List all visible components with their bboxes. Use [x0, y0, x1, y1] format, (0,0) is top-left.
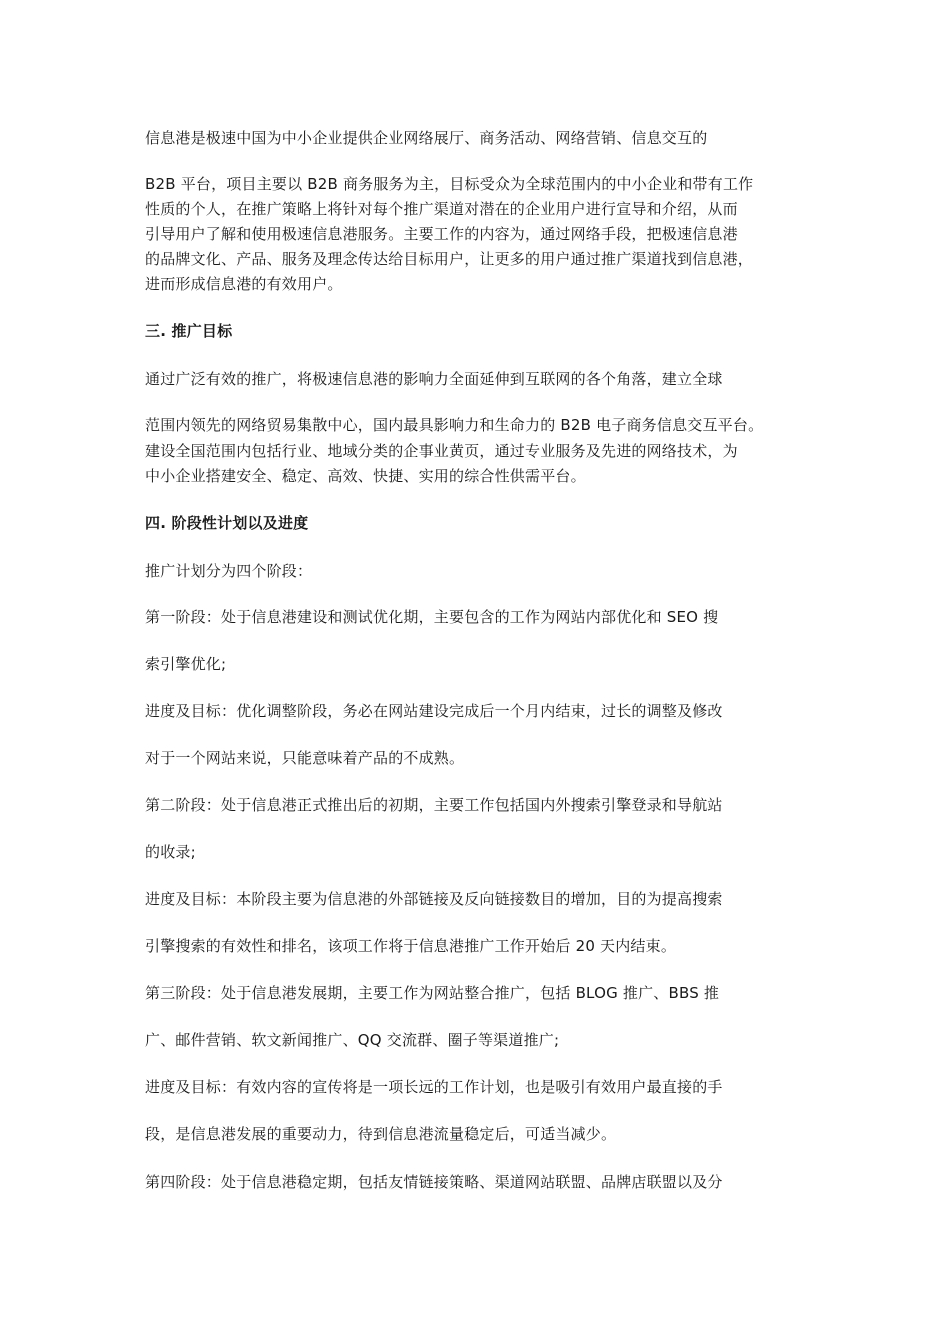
goals-paragraph-line-4: 中小企业搭建安全、稳定、高效、快捷、实用的综合性供需平台。: [145, 467, 586, 485]
phase-1-line-1: 第一阶段：处于信息港建设和测试优化期，主要包含的工作为网站内部优化和 SEO 搜: [145, 608, 719, 626]
phase-2-line-1: 第二阶段：处于信息港正式推出后的初期，主要工作包括国内外搜索引擎登录和导航站: [145, 796, 723, 814]
intro-paragraph-line-3: 性质的个人，在推广策略上将针对每个推广渠道对潜在的企业用户进行宣导和介绍，从而: [145, 200, 738, 218]
phase-2-line-2: 的收录;: [145, 843, 196, 861]
intro-paragraph-line-6: 进而形成信息港的有效用户。: [145, 275, 343, 293]
phase-2-progress-line-1: 进度及目标：本阶段主要为信息港的外部链接及反向链接数目的增加，目的为提高搜索: [145, 890, 723, 908]
phase-4-line-1: 第四阶段：处于信息港稳定期，包括友情链接策略、渠道网站联盟、品牌店联盟以及分: [145, 1173, 723, 1191]
goals-paragraph-line-3: 建设全国范围内包括行业、地域分类的企事业黄页，通过专业服务及先进的网络技术，为: [145, 442, 738, 460]
intro-paragraph-line-2: B2B 平台，项目主要以 B2B 商务服务为主，目标受众为全球范围内的中小企业和带有工作: [145, 175, 754, 193]
phase-3-progress-line-1: 进度及目标：有效内容的宣传将是一项长远的工作计划，也是吸引有效用户最直接的手: [145, 1078, 723, 1096]
phase-1-progress-line-1: 进度及目标：优化调整阶段，务必在网站建设完成后一个月内结束，过长的调整及修改: [145, 702, 723, 720]
section-heading-goals: 三. 推广目标: [145, 322, 233, 340]
phase-1-progress-line-2: 对于一个网站来说，只能意味着产品的不成熟。: [145, 749, 465, 767]
phase-2-progress-line-2: 引擎搜索的有效性和排名，该项工作将于信息港推广工作开始后 20 天内结束。: [145, 937, 677, 955]
goals-paragraph-line-2: 范围内领先的网络贸易集散中心，国内最具影响力和生命力的 B2B 电子商务信息交互平台。: [145, 416, 764, 434]
phase-3-progress-line-2: 段，是信息港发展的重要动力，待到信息港流量稳定后，可适当减少。: [145, 1125, 617, 1143]
phase-3-line-1: 第三阶段：处于信息港发展期，主要工作为网站整合推广，包括 BLOG 推广、BBS 推: [145, 984, 720, 1002]
intro-paragraph-line-4: 引导用户了解和使用极速信息港服务。主要工作的内容为，通过网络手段，把极速信息港: [145, 225, 738, 243]
phase-3-line-2: 广、邮件营销、软文新闻推广、QQ 交流群、圈子等渠道推广;: [145, 1031, 560, 1049]
plan-intro: 推广计划分为四个阶段：: [145, 562, 313, 580]
goals-paragraph-line-1: 通过广泛有效的推广，将极速信息港的影响力全面延伸到互联网的各个角落，建立全球: [145, 370, 723, 388]
section-heading-plan: 四. 阶段性计划以及进度: [145, 514, 309, 532]
intro-paragraph-line-1: 信息港是极速中国为中小企业提供企业网络展厅、商务活动、网络营销、信息交互的: [145, 129, 708, 147]
intro-paragraph-line-5: 的品牌文化、产品、服务及理念传达给目标用户，让更多的用户通过推广渠道找到信息港，: [145, 250, 754, 268]
phase-1-line-2: 索引擎优化;: [145, 655, 227, 673]
